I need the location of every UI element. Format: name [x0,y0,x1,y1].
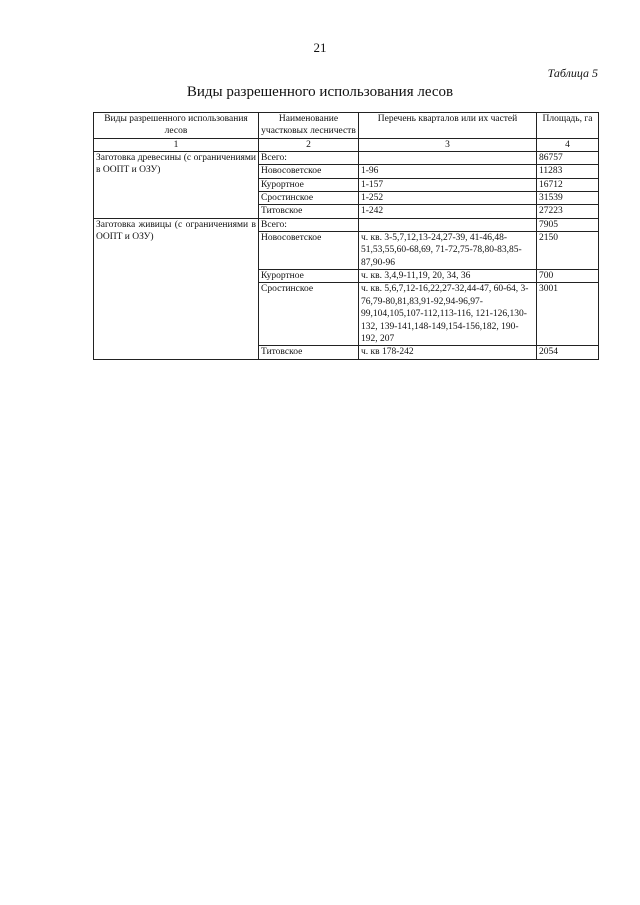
blocks-cell [359,218,537,231]
forestry-cell: Всего: [259,218,359,231]
table-row [94,152,599,165]
area-cell: 86757 [537,152,599,165]
area-cell: 27223 [537,205,599,218]
use-type-cell: Заготовка древесины (с ограничениями в ООПТ и ОЗУ) [94,152,259,219]
area-cell: 3001 [537,283,599,346]
area-cell: 2054 [537,346,599,359]
forestry-cell: Сростинское [259,192,359,205]
header-forestry: Наименование участковых лесничеств [259,113,359,139]
forestry-cell: Сростинское [259,283,359,346]
column-number: 1 [94,138,259,151]
column-number: 4 [537,138,599,151]
blocks-cell: 1-96 [359,165,537,178]
column-number-row [94,138,599,151]
table-caption: Таблица 5 [547,66,598,80]
use-type-cell: Заготовка живицы (с ограничениями в ООПТ и ОЗУ) [94,218,259,359]
blocks-cell: ч. кв. 3-5,7,12,13-24,27-39, 41-46,48-51,53,55,60-68,69, 71-72,75-78,80-83,85-87,90-96 [359,232,537,270]
table-row [94,218,599,231]
blocks-cell: 1-252 [359,192,537,205]
table-title: Виды разрешенного использования лесов [186,84,454,100]
page-number: 21 [313,40,327,55]
forestry-cell: Титовское [259,205,359,218]
blocks-cell: ч. кв 178-242 [359,346,537,359]
blocks-cell: 1-242 [359,205,537,218]
blocks-cell [359,152,537,165]
header-blocks: Перечень кварталов или их частей [359,113,537,139]
area-cell: 16712 [537,178,599,191]
forestry-cell: Титовское [259,346,359,359]
area-cell: 2150 [537,232,599,270]
forestry-cell: Всего: [259,152,359,165]
blocks-cell: ч. кв. 5,6,7,12-16,22,27-32,44-47, 60-64, 3-76,79-80,81,83,91-92,94-96,97-99,104,105,107-112,113-116, 121-126,130-132, 139-141,148-149,154-156,182, 190-192, 207 [359,283,537,346]
area-cell: 11283 [537,165,599,178]
header-use-type: Виды разрешенного использования лесов [94,113,259,139]
forestry-cell: Новосоветское [259,165,359,178]
blocks-cell: ч. кв. 3,4,9-11,19, 20, 34, 36 [359,270,537,283]
forestry-cell: Курортное [259,270,359,283]
area-cell: 700 [537,270,599,283]
column-number: 2 [259,138,359,151]
forest-use-table [93,112,599,360]
area-cell: 7905 [537,218,599,231]
blocks-cell: 1-157 [359,178,537,191]
forestry-cell: Новосоветское [259,232,359,270]
forestry-cell: Курортное [259,178,359,191]
header-area: Площадь, га [537,113,599,139]
column-number: 3 [359,138,537,151]
area-cell: 31539 [537,192,599,205]
table-header-row [94,113,599,139]
